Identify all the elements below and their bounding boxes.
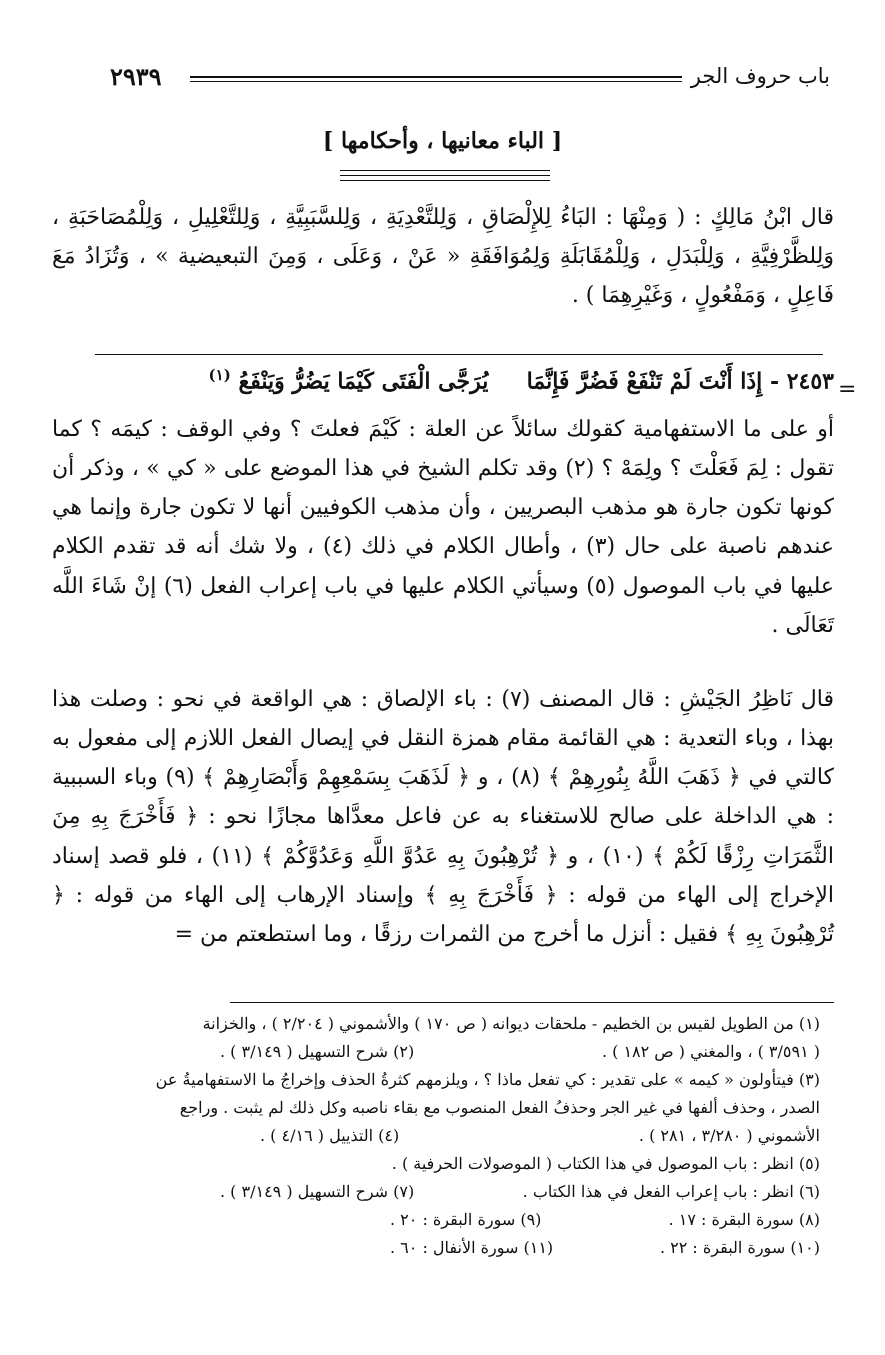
footnote-9: (٩) سورة البقرة : ٢٠ . [390, 1210, 542, 1229]
footnote-row [60, 1122, 820, 1150]
footnote-1-line-b: ( ٣/٥٩١ ) ، والمغني ( ص ١٨٢ ) . [601, 1042, 820, 1061]
footnote-4: (٤) التذييل ( ٤/١٦ ) . [260, 1126, 400, 1145]
footnote-row [60, 1038, 820, 1066]
verse-number: ٢٤٥٣ - [769, 368, 834, 395]
footnote-1-line-a: (١) من الطويل لقيس بن الخطيم - ملحقات ديوانه ( ص ١٧٠ ) والأشموني ( ٢/٢٠٤ ) ، والخزانة [202, 1014, 820, 1033]
footnote-3-line-c: الأشموني ( ٣/٢٨٠ ، ٢٨١ ) . [638, 1126, 820, 1145]
verse-footnote-ref: (١) [208, 366, 231, 384]
commentary-paragraph [52, 410, 834, 645]
poetry-verse [52, 362, 834, 401]
footnote-7: (٧) شرح التسهيل ( ٣/١٤٩ ) . [220, 1182, 415, 1201]
verse-continuation-mark: = [838, 377, 857, 402]
ibn-malik-paragraph [52, 198, 834, 315]
footnote-5: (٥) انظر : باب الموصول في هذا الكتاب ( الموصولات الحرفية ) . [391, 1154, 820, 1173]
footnote-3-line-a: (٣) فيتأولون « كيمه » على تقدير : كي تفعل ماذا ؟ ، ويلزمهم كثرةُ الحذف وإخراجُ ما الاستفهاميةُ عن [155, 1070, 820, 1089]
footnote-rule [230, 1002, 834, 1003]
section-title: [ الباء معانيها ، وأحكامها ] [322, 128, 563, 154]
page-number: ٢٩٣٩ [110, 62, 162, 91]
separator-rule [95, 354, 823, 355]
title-underline [340, 170, 550, 185]
verse-hemistich-2: يُرَجَّى الْفَتَى كَيْمَا يَضُرُّ وَيَنْفَعُ [238, 368, 489, 395]
running-head [110, 62, 830, 102]
footnote-row [60, 1178, 820, 1206]
nazir-al-jaysh-text: قال نَاظِرُ الجَيْشِ : قال المصنف (٧) : باء الإلصاق : هي الواقعة في نحو : وصلت هذا بهذا ، وباء التعدية : هي القائمة مقام همزة النقل في إيصال الفعل اللازم إلى مفعول به كالتي في ﴿ ذَهَبَ اللَّهُ بِنُورِهِمْ ﴾ (٨) ، و ﴿ لَذَهَبَ بِسَمْعِهِمْ وَأَبْصَارِهِمْ ﴾ (٩) وباء السببية : هي الداخلة على صالح للاستغناء به عن فاعل معدَّاها مجازًا نحو : ﴿ فَأَخْرَجَ بِهِ مِنَ الثَّمَرَاتِ رِزْقًا لَكُمْ ﴾ (١٠) ، و ﴿ تُرْهِبُونَ بِهِ عَدُوَّ اللَّهِ وَعَدُوَّكُمْ ﴾ (١١) ، فلو قصد إسناد الإخراج إلى الهاء من قوله : ﴿ فَأَخْرَجَ بِهِ ﴾ وإسناد الإرهاب إلى الهاء من قوله : ﴿ تُرْهِبُونَ بِهِ ﴾ فقيل : أنزل ما أخرج من الثمرات رزقًا ، وما استطعتم من = [52, 687, 834, 947]
footnote-6: (٦) انظر : باب إعراب الفعل في هذا الكتاب . [522, 1182, 820, 1201]
verse-hemistich-1: إِذَا أَنْتَ لَمْ تَنْفَعْ فَضُرَّ فَإِنَّمَا [526, 368, 763, 395]
footnote-row [60, 1234, 820, 1262]
footnote-8: (٨) سورة البقرة : ١٧ . [668, 1210, 820, 1229]
footnote-10: (١٠) سورة البقرة : ٢٢ . [659, 1238, 820, 1257]
commentary-text: أو على ما الاستفهامية كقولك سائلاً عن العلة : كَيْمَ فعلتَ ؟ وفي الوقف : كيمَه ؟ كما تقول : لِمَ فَعَلْتَ ؟ ولِمَهْ ؟ (٢) وقد تكلم الشيخ في هذا الموضع على « كي » ، وذكر أن كونها تكون جارة هو مذهب البصريين ، وأن مذهب الكوفيين أنها لا تكون جارة وإنما هي عندهم ناصبة على حال (٣) ، وأطال الكلام في ذلك (٤) ، ولا شك أنه قد تقدم الكلام عليها في باب الموصول (٥) وسيأتي الكلام عليها في باب إعراب الفعل (٦) إنْ شَاءَ اللَّه تَعَالَى . [52, 417, 834, 638]
header-rule [190, 76, 682, 82]
footnotes [60, 1010, 820, 1262]
ibn-malik-text: قال ابْنُ مَالِكٍ : ( وَمِنْهَا : البَاءُ لِلإِلْصَاقِ ، وَلِلتَّعْدِيَةِ ، وَلِلسَّبَبِيَّةِ ، وَلِلتَّعْلِيلِ ، وَلِلْمُصَاحَبَةِ ، وَلِلظَّرْفِيَّةِ ، وَلِلْبَدَلِ ، وَلِلْمُقَابَلَةِ وَلِمُوَافَقَةِ « عَنْ ، وَعَلَى ، وَمِنَ التبعيضية » ، وَتُزَادُ مَعَ فَاعِلٍ ، وَمَفْعُولٍ ، وَغَيْرِهِمَا ) . [52, 205, 834, 309]
chapter-title: باب حروف الجر [690, 64, 830, 88]
footnote-2: (٢) شرح التسهيل ( ٣/١٤٩ ) . [220, 1042, 415, 1061]
footnote-row [60, 1206, 820, 1234]
footnote-11: (١١) سورة الأنفال : ٦٠ . [390, 1238, 554, 1257]
nazir-al-jaysh-paragraph [52, 680, 834, 954]
footnote-3-line-b: الصدر ، وحذف ألفها في غير الجر وحذفُ الفعل المنصوب مع بقاء ناصبه وكل ذلك لم يثبت . وراجع [179, 1098, 820, 1117]
